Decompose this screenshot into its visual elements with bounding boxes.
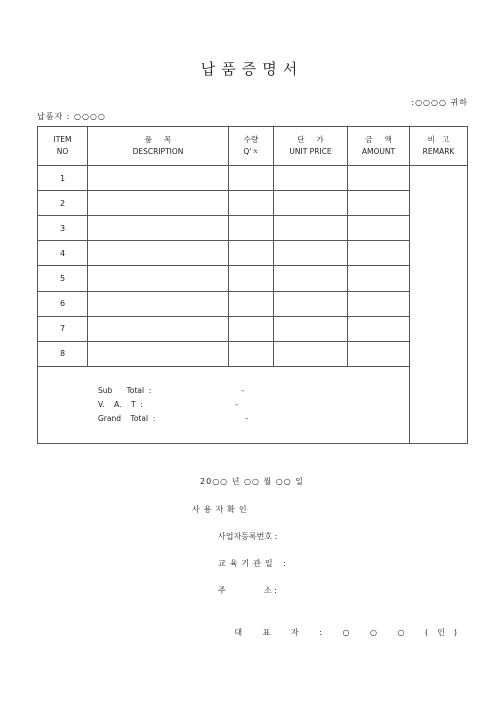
- totals-block: [98, 384, 249, 426]
- recipient-line: :○○○○ 귀하: [411, 98, 468, 107]
- cell-unit-price: [274, 266, 348, 291]
- totals-row: [38, 366, 468, 443]
- remark-cell: [410, 166, 468, 444]
- row-number: 2: [38, 191, 88, 216]
- table-row: [38, 191, 468, 216]
- row-number: 4: [38, 241, 88, 266]
- cell-unit-price: [274, 166, 348, 191]
- cell-description: [88, 166, 229, 191]
- cell-quantity: [229, 341, 274, 366]
- cell-unit-price: [274, 191, 348, 216]
- cell-quantity: [229, 241, 274, 266]
- row-number: 1: [38, 166, 88, 191]
- grand-total-value: -: [245, 414, 249, 424]
- cell-amount: [348, 191, 410, 216]
- row-number: 5: [38, 266, 88, 291]
- cell-quantity: [229, 266, 274, 291]
- header-item-no: ITEM NO: [38, 127, 88, 166]
- cell-amount: [348, 291, 410, 316]
- table-row: [38, 166, 468, 191]
- cell-amount: [348, 216, 410, 241]
- cell-quantity: [229, 216, 274, 241]
- table-row: [38, 291, 468, 316]
- table-row: [38, 316, 468, 341]
- issue-date: 20○○ 년 ○○ 월 ○○ 일: [200, 477, 304, 486]
- representative-line: 대 표 자 : ○ ○ ○ (인): [234, 628, 466, 637]
- cell-unit-price: [274, 341, 348, 366]
- cell-amount: [348, 316, 410, 341]
- cell-description: [88, 341, 229, 366]
- cell-description: [88, 316, 229, 341]
- vat-label: V. A. T :: [98, 400, 143, 410]
- cell-amount: [348, 241, 410, 266]
- cell-amount: [348, 341, 410, 366]
- cell-quantity: [229, 316, 274, 341]
- row-number: 6: [38, 291, 88, 316]
- header-amount: 금 액 AMOUNT: [348, 127, 410, 166]
- table-row: [38, 241, 468, 266]
- cell-description: [88, 241, 229, 266]
- cell-amount: [348, 166, 410, 191]
- subtotal-label: Sub Total :: [98, 386, 152, 396]
- cell-quantity: [229, 191, 274, 216]
- subtotal-line: [98, 384, 245, 398]
- header-remark: 비 고 REMARK: [410, 127, 468, 166]
- totals-cell: [38, 366, 410, 443]
- row-number: 8: [38, 341, 88, 366]
- subtotal-value: -: [241, 386, 245, 396]
- cell-description: [88, 216, 229, 241]
- delivery-table: [37, 126, 468, 444]
- address-field: [218, 585, 277, 596]
- vat-line: [98, 398, 238, 412]
- cell-description: [88, 291, 229, 316]
- cell-amount: [348, 266, 410, 291]
- education-agency-field: 교육기관일 :: [218, 559, 290, 568]
- header-unit-price: 단 가 UNIT PRICE: [274, 127, 348, 166]
- cell-unit-price: [274, 241, 348, 266]
- grand-total-label: Grand Total :: [98, 414, 156, 424]
- cell-unit-price: [274, 216, 348, 241]
- supplier-line: 납품자 : ○○○○: [37, 112, 106, 121]
- table-row: [38, 266, 468, 291]
- business-registration-field: 사업자등록번호 :: [218, 532, 278, 541]
- vat-value: -: [235, 400, 238, 410]
- table-row: [38, 341, 468, 366]
- address-label-part2: 소 :: [264, 586, 277, 595]
- cell-unit-price: [274, 316, 348, 341]
- grand-total-line: [98, 412, 249, 426]
- cell-quantity: [229, 291, 274, 316]
- cell-description: [88, 191, 229, 216]
- user-confirmation-heading: 사용자확인: [192, 505, 251, 514]
- header-description: 품 목 DESCRIPTION: [88, 127, 229, 166]
- table-row: [38, 216, 468, 241]
- address-label-part1: 주: [218, 586, 226, 595]
- cell-unit-price: [274, 291, 348, 316]
- header-quantity: 수량 Q'ㅊ: [229, 127, 274, 166]
- row-number: 3: [38, 216, 88, 241]
- cell-quantity: [229, 166, 274, 191]
- table-header-row: [38, 127, 468, 166]
- cell-description: [88, 266, 229, 291]
- page-title: 납품증명서: [200, 60, 304, 78]
- row-number: 7: [38, 316, 88, 341]
